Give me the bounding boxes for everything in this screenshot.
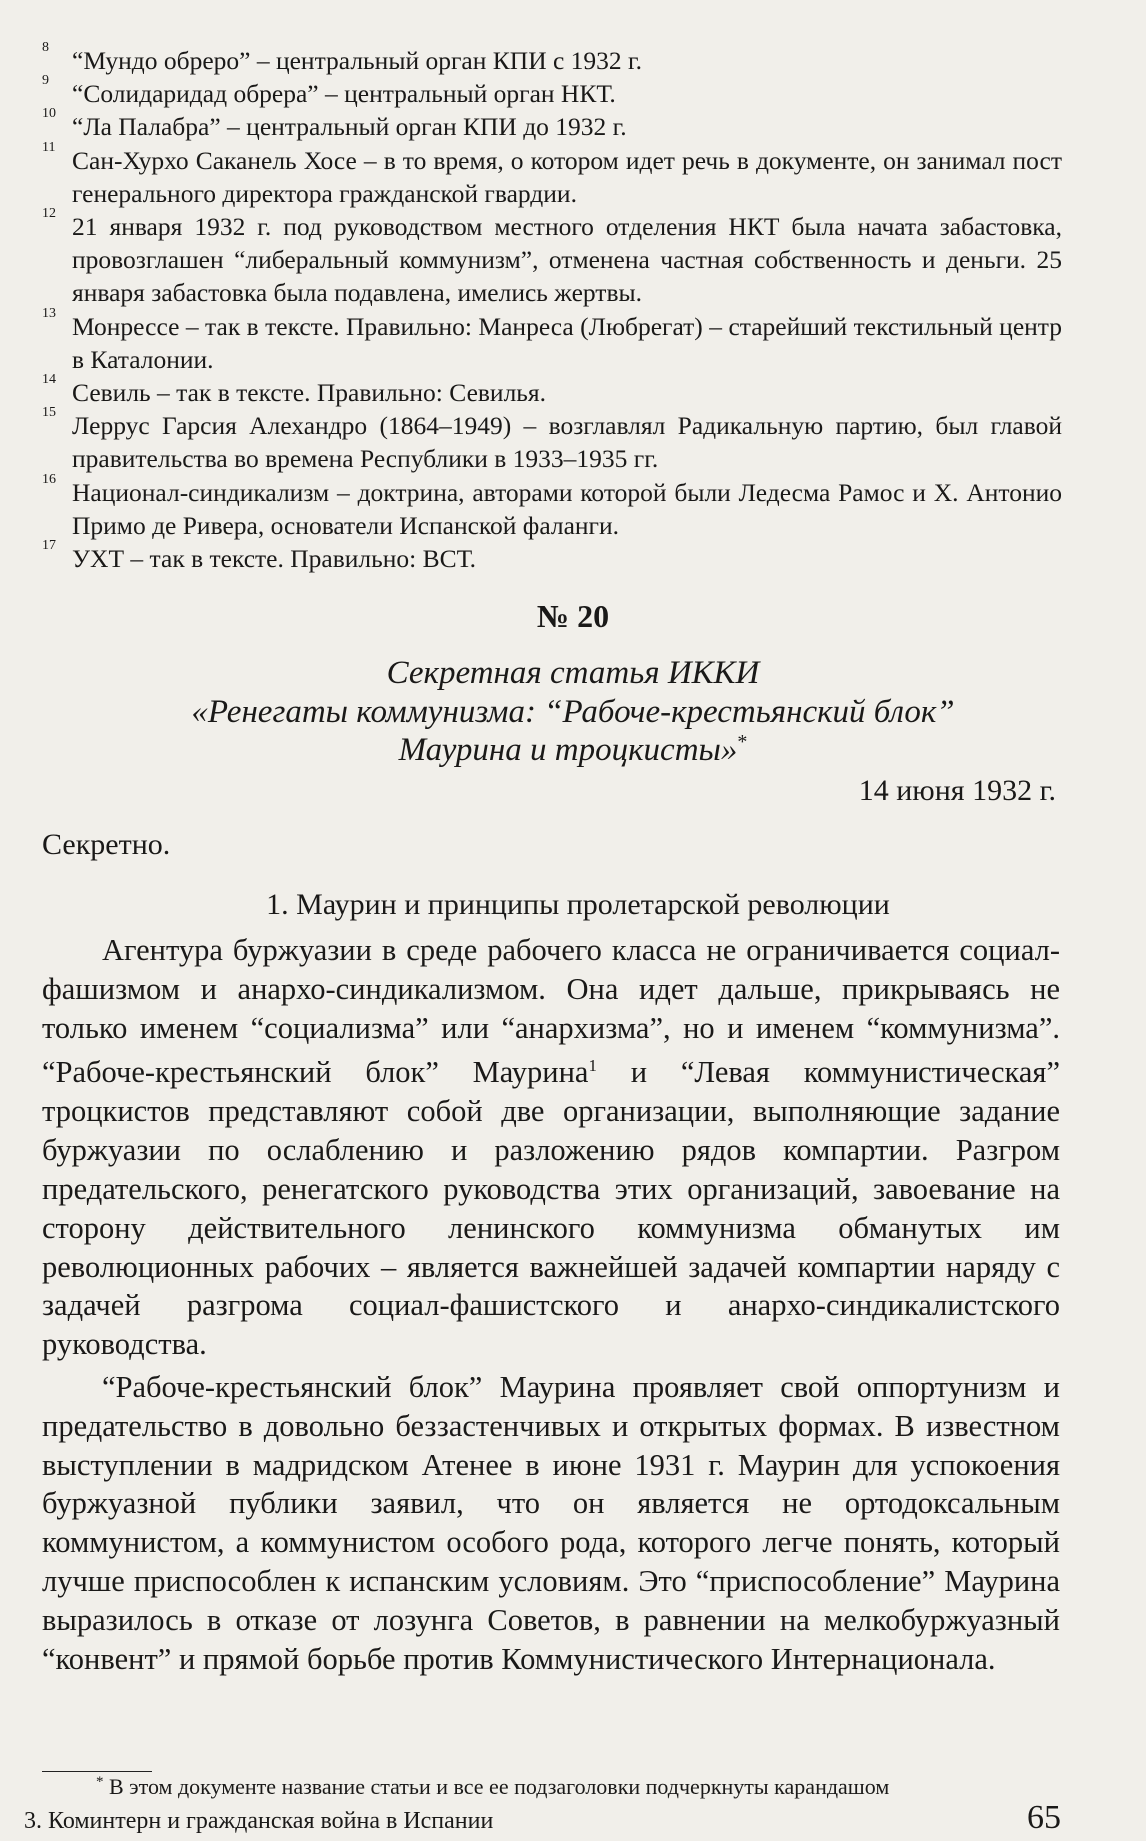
footnote-divider [42,1771,152,1772]
footnote-text: В этом документе название статьи и все ее подзаголовки подчеркнуты карандашом [109,1774,890,1799]
endnote-text: Монрессе – так в тексте. Правильно: Манреса (Любрегат) – старейший текстильный центр в Каталонии. [72,311,1062,374]
article-body [42,931,1060,1678]
endnote-text: Леррус Гарсия Алехандро (1864–1949) – возглавлял Радикальную партию, был главой правительства во времена Республики в 1933–1935 гг. [72,411,1062,474]
endnote-text: “Ла Палабра” – центральный орган КПИ до 1932 г. [72,112,627,142]
title-line [0,731,1146,770]
page-number: 65 [1027,1799,1061,1836]
endnotes-list [42,40,1062,575]
endnote-text: Севиль – так в тексте. Правильно: Севилья. [72,378,547,408]
endnote-number: 14 [42,372,56,388]
paragraph [42,931,1060,1364]
paragraph-text: Агентура буржуазии в среде рабочего класса не ограничивается социал-фашизмом и анархо-синдикализмом. Она идет дальше, прикрываясь не только именем “социализма” или “анархизма”, но и именем “коммунизма”. “Рабоче-крестьянский блок” Маурина [42,933,1060,1090]
endnote-number: 16 [42,471,56,487]
endnote-number: 15 [42,405,56,421]
running-footer: 3. Коминтерн и гражданская война в Испании [24,1808,494,1834]
footnote-marker: * [96,1774,104,1790]
endnote [42,139,1062,210]
title-line: Секретная статья ИККИ [386,655,760,691]
classification-label: Секретно. [42,828,171,861]
endnote-number: 8 [42,40,49,55]
endnote-text: УХТ – так в тексте. Правильно: ВСТ. [72,544,477,574]
section-heading: 1. Маурин и принципы пролетарской революции [266,888,890,921]
paragraph-text: и “Левая коммунистическая” троцкистов представляют собой две организации, выполняющие задание буржуазии по ослаблению и разложению рядов компартии. Разгром предательского, ренегатского руководства этих организаций, завоевание на сторону действительного ленинского коммунизма обманутых им революционных рабочих – является важнейшей задачей компартии наряду с задачей разгрома социал-фашистского и анархо-синдикалистского руководства. [42,1055,1060,1362]
endnote-text: Национал-синдикализм – доктрина, авторами которой были Ледесма Рамос и Х. Антонио Примо де Ривера, основатели Испанской фаланги. [72,477,1062,540]
endnote [42,471,1062,542]
endnote-number: 11 [42,139,56,155]
document-title [0,654,1146,770]
endnote [42,405,1062,475]
endnote-number: 12 [42,206,56,222]
endnote [42,305,1062,376]
endnote-text: “Солидаридад обрера” – центральный орган НКТ. [72,79,616,109]
endnote-text: “Мундо обреро” – центральный орган КПИ с 1932 г. [72,46,643,75]
title-line-text: Маурина и троцкисты» [398,732,738,768]
page-footnote [96,1774,1056,1800]
title-line: «Ренегаты коммунизма: “Рабоче-крестьянский блок” [191,693,955,730]
document-number: № 20 [536,598,610,634]
title-footnote-marker: * [737,731,748,753]
endnote [42,73,1062,110]
document-date: 14 июня 1932 г. [858,774,1056,807]
endnote-number: 10 [42,106,56,122]
endnote-text: Сан-Хурхо Саканель Хосе – в то время, о котором идет речь в документе, он занимал пост генерального директора гражданской гвардии. [72,145,1062,208]
paragraph: “Рабоче-крестьянский блок” Маурина проявляет свой оппортунизм и предательство в довольно беззастенчивых и открытых формах. В известном выступлении в мадридском Атенее в июне 1931 г. Маурин для успокоения буржуазной публики заявил, что он является не ортодоксальным коммунистом, а коммунистом особого рода, которого легче понять, который лучше приспособлен к испанским условиям. Это “приспособление” Маурина выразилось в отказе от лозунга Советов, в равнении на мелкобуржуазный “конвент” и прямой борьбе против Коммунистического Интернационала. [42,1369,1060,1676]
endnote-number: 13 [42,305,56,321]
endnote [42,372,1062,409]
endnote [42,106,1062,143]
endnote [42,538,1062,575]
footnote-reference: 1 [588,1056,597,1076]
endnote-number: 17 [42,538,56,554]
endnote [42,206,1062,310]
endnote [42,40,1062,77]
endnote-number: 9 [42,73,49,89]
endnote-text: 21 января 1932 г. под руководством местного отделения НКТ была начата забастовка, провозглашен “либеральный коммунизм”, отменена частная собственность и деньги. 25 января забастовка была подавлена, имелись жертвы. [72,212,1062,308]
